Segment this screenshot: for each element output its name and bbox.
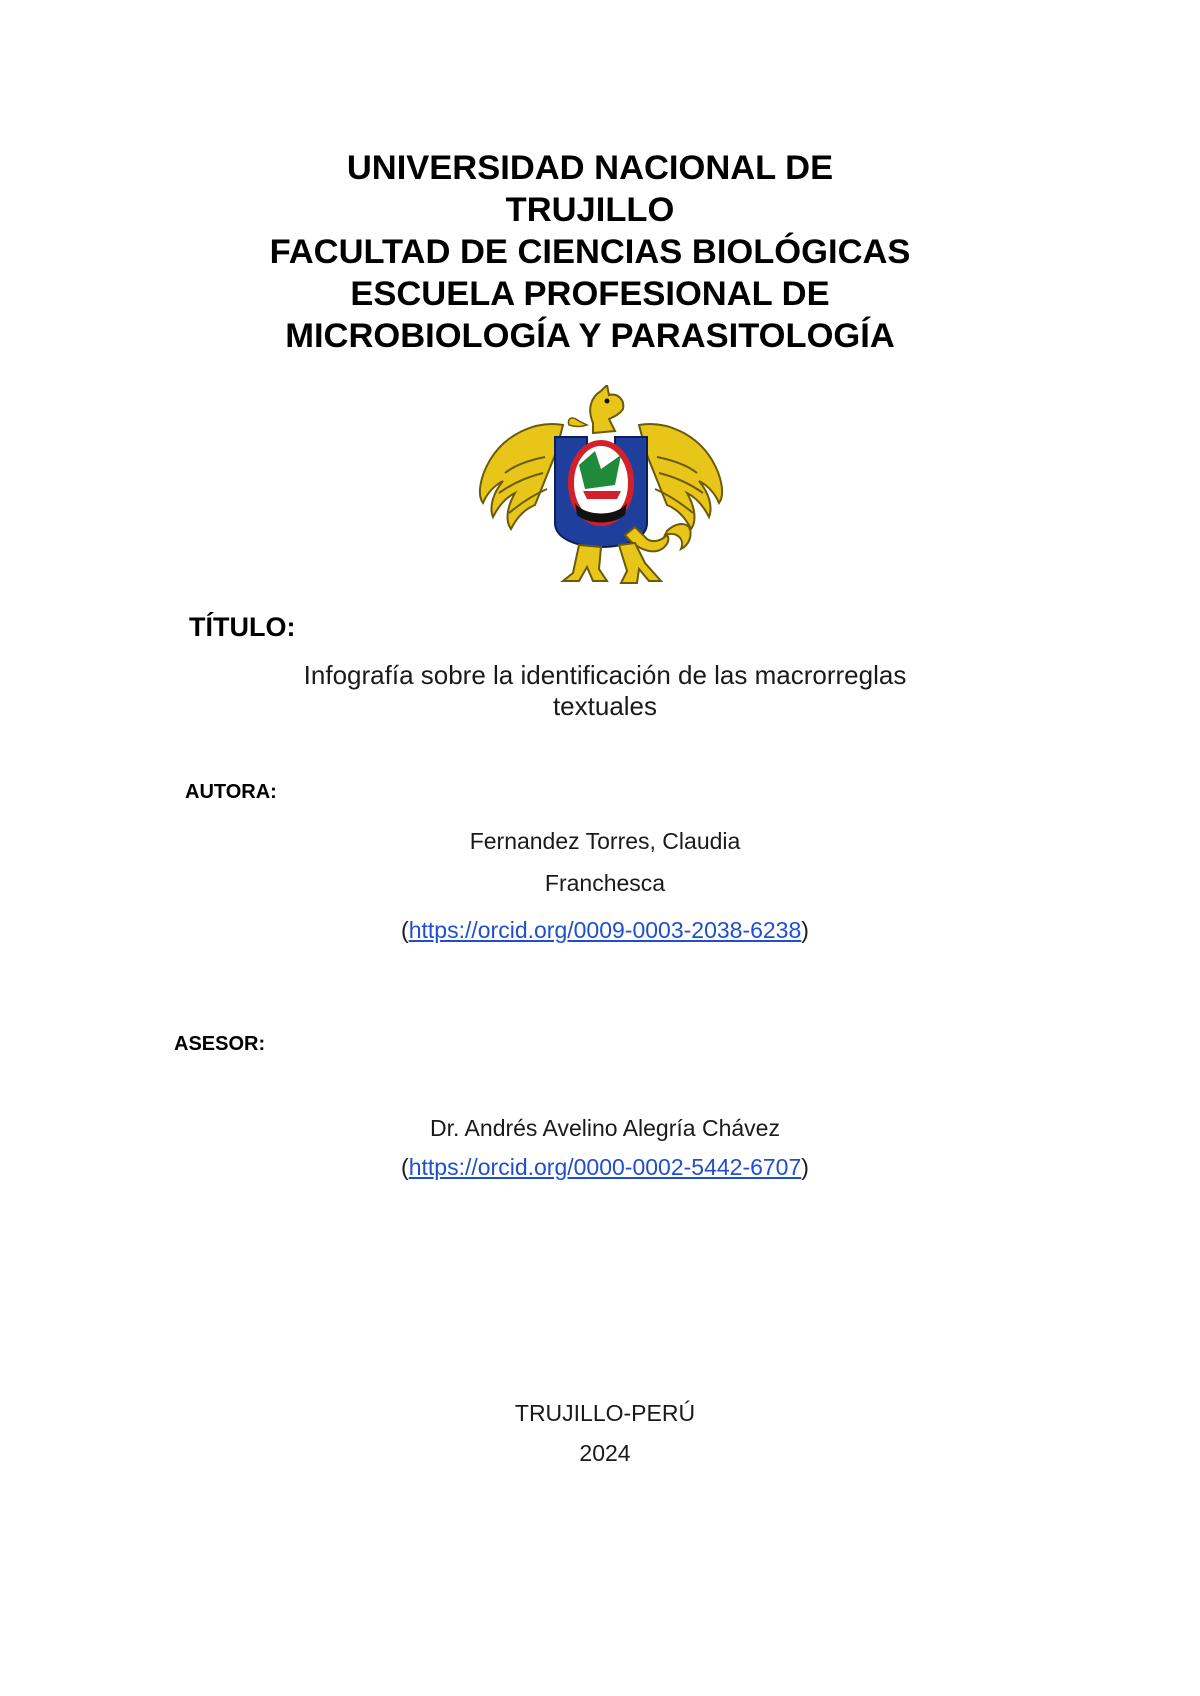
header-line-city: TRUJILLO <box>505 191 675 229</box>
author-orcid <box>200 915 1010 945</box>
author-orcid-link[interactable]: https://orcid.org/0009-0003-2038-6238 <box>408 917 802 943</box>
advisor-orcid-link[interactable]: https://orcid.org/0000-0002-5442-6707 <box>408 1154 802 1180</box>
advisor-orcid-open-paren: ( <box>401 1154 409 1180</box>
author-name <box>200 820 1010 904</box>
thesis-title-line1: Infografía sobre la identificación de las macrorreglas <box>303 660 907 690</box>
footer-city: TRUJILLO-PERÚ <box>514 1400 696 1426</box>
thesis-title <box>200 660 1010 722</box>
author-orcid-open-paren: ( <box>401 917 409 943</box>
university-crest-icon <box>475 385 727 595</box>
author-name-line1: Fernandez Torres, Claudia <box>469 828 741 854</box>
header-line-program: MICROBIOLOGÍA Y PARASITOLOGÍA <box>285 317 895 355</box>
author-label: AUTORA: <box>185 781 277 803</box>
advisor-orcid-close-paren: ) <box>801 1154 809 1180</box>
advisor-orcid <box>200 1152 1010 1182</box>
thesis-title-line2: textuales <box>552 691 658 721</box>
header-line-faculty: FACULTAD DE CIENCIAS BIOLÓGICAS <box>269 233 911 271</box>
author-name-line2: Franchesca <box>544 870 666 896</box>
header-line-university: UNIVERSIDAD NACIONAL DE <box>346 149 834 187</box>
header-line-school: ESCUELA PROFESIONAL DE <box>350 275 830 313</box>
advisor-label: ASESOR: <box>174 1033 266 1055</box>
advisor-name: Dr. Andrés Avelino Alegría Chávez <box>430 1115 780 1141</box>
institution-header <box>150 147 1030 357</box>
footer-year: 2024 <box>579 1440 631 1466</box>
author-orcid-close-paren: ) <box>801 917 809 943</box>
title-label: TÍTULO: <box>189 612 296 642</box>
